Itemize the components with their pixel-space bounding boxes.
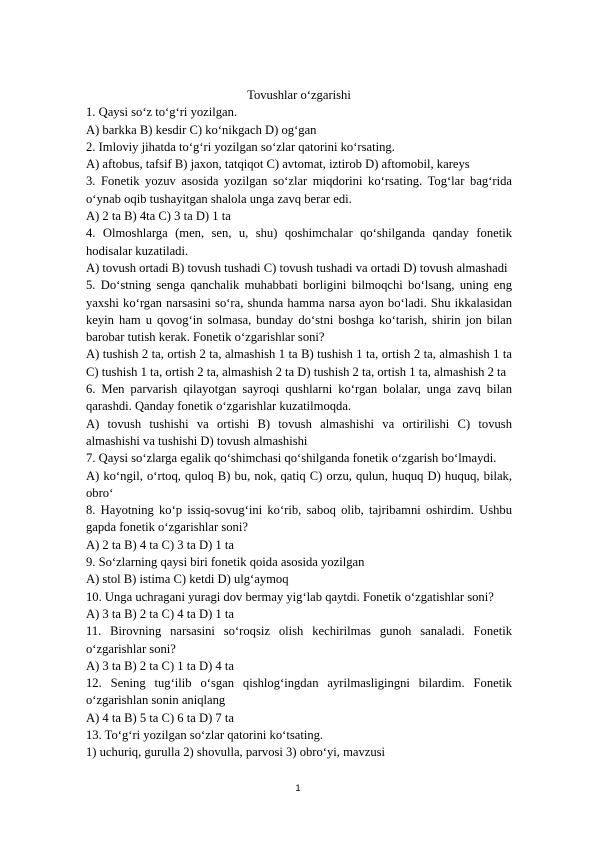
document-title: Tovushlar o‘zgarishi bbox=[247, 88, 351, 102]
q8-options: A) 2 ta B) 4 ta C) 3 ta D) 1 ta bbox=[86, 537, 234, 552]
q5-question: 5. Do‘stning senga qanchalik muhabbati borligini bilmoqchi bo‘lsang, uning eng yaxshi ko‘rgan narsasini so‘ra, shunda hamma narsa ayon bo‘ladi. Shu ikkalasidan keyin ham u qovog‘in solmasa, bunday do‘stni boshga ko‘tarish, shirin jon bilan barobar tutish kerak. Fonetik o‘zgarishlar soni? bbox=[86, 278, 512, 345]
q4-options: A) tovush ortadi B) tovush tushadi C) tovush tushadi va ortadi D) tovush almashadi bbox=[86, 260, 508, 275]
q7-question: 7. Qaysi so‘zlarga egalik qo‘shimchasi qo‘shilganda fonetik o‘zgarish bo‘lmaydi. bbox=[86, 451, 497, 466]
q3-options: A) 2 ta B) 4ta C) 3 ta D) 1 ta bbox=[86, 209, 231, 224]
q12-question: 12. Sening tug‘ilib o‘sgan qishlog‘ingdan ayrilmasligingni bilardim. Fonetik o‘zgarishlan sonin aniqlang bbox=[86, 676, 512, 708]
q10-question: 10. Unga uchragani yuragi dov bermay yig‘lab qaytdi. Fonetik o‘zgatishlar soni? bbox=[86, 589, 494, 604]
q9-options: A) stol B) istima C) ketdi D) ulg‘aymoq bbox=[86, 572, 289, 587]
q4-question: 4. Olmoshlarga (men, sen, u, shu) qoshimchalar qo‘shilganda qanday fonetik hodisalar kuzatiladi. bbox=[86, 226, 512, 258]
document-body bbox=[86, 87, 512, 762]
q7-options: A) ko‘ngil, o‘rtoq, quloq B) bu, nok, qatiq C) orzu, qulun, huquq D) huquq, bilak, obro‘ bbox=[86, 468, 512, 500]
q6-question: 6. Men parvarish qilayotgan sayroqi qushlarni ko‘rgan bolalar, unga zavq bilan qarashdi. Qanday fonetik o‘zgarishlar kuzatilmoqda. bbox=[86, 382, 512, 414]
q10-options: A) 3 ta B) 2 ta C) 4 ta D) 1 ta bbox=[86, 606, 234, 621]
q11-options: A) 3 ta B) 2 ta C) 1 ta D) 4 ta bbox=[86, 658, 234, 673]
q2-question: 2. Imloviy jihatda to‘g‘ri yozilgan so‘zlar qatorini ko‘rsating. bbox=[86, 139, 395, 154]
q5-options: A) tushish 2 ta, ortish 2 ta, almashish 1 ta B) tushish 1 ta, ortish 2 ta, almashish 1 ta C) tushish 1 ta, ortish 2 ta, almashish 2 ta D) tushish 2 ta, ortish 1 ta, almashish 2 ta bbox=[86, 347, 512, 379]
q3-question: 3. Fonetik yozuv asosida yozilgan so‘zlar miqdorini ko‘rsating. Tog‘lar bag‘rida o‘ynab oqib tushayitgan shalola unga zavq berar edi. bbox=[86, 174, 512, 206]
page-number: 1 bbox=[295, 783, 301, 794]
q6-options: A) tovush tushishi va ortishi B) tovush almashishi va ortirilishi C) tovush almashishi va tushishi D) tovush almashishi bbox=[86, 416, 512, 448]
q13-question: 13. To‘g‘ri yozilgan so‘zlar qatorini ko‘tsating. bbox=[86, 727, 324, 742]
q12-options: A) 4 ta B) 5 ta C) 6 ta D) 7 ta bbox=[86, 710, 234, 725]
q11-question: 11. Birovning narsasini so‘roqsiz olish kechirilmas gunoh sanaladi. Fonetik o‘zgarishlar soni? bbox=[86, 624, 512, 656]
q8-question: 8. Hayotning ko‘p issiq-sovug‘ini ko‘rib, saboq olib, tajribamni oshirdim. Ushbu gapda fonetik o‘zgarishlar soni? bbox=[86, 503, 512, 535]
q1-options: A) barkka B) kesdir C) ko‘nikgach D) og‘gan bbox=[86, 122, 317, 137]
q13-options: 1) uchuriq, gurulla 2) shovulla, parvosi 3) obro‘yi, mavzusi bbox=[86, 745, 386, 760]
q1-question: 1. Qaysi so‘z to‘g‘ri yozilgan. bbox=[86, 105, 238, 120]
q2-options: A) aftobus, tafsif B) jaxon, tatqiqot C) avtomat, iztirob D) aftomobil, kareys bbox=[86, 157, 470, 172]
q9-question: 9. So‘zlarning qaysi biri fonetik qoida asosida yozilgan bbox=[86, 555, 365, 570]
